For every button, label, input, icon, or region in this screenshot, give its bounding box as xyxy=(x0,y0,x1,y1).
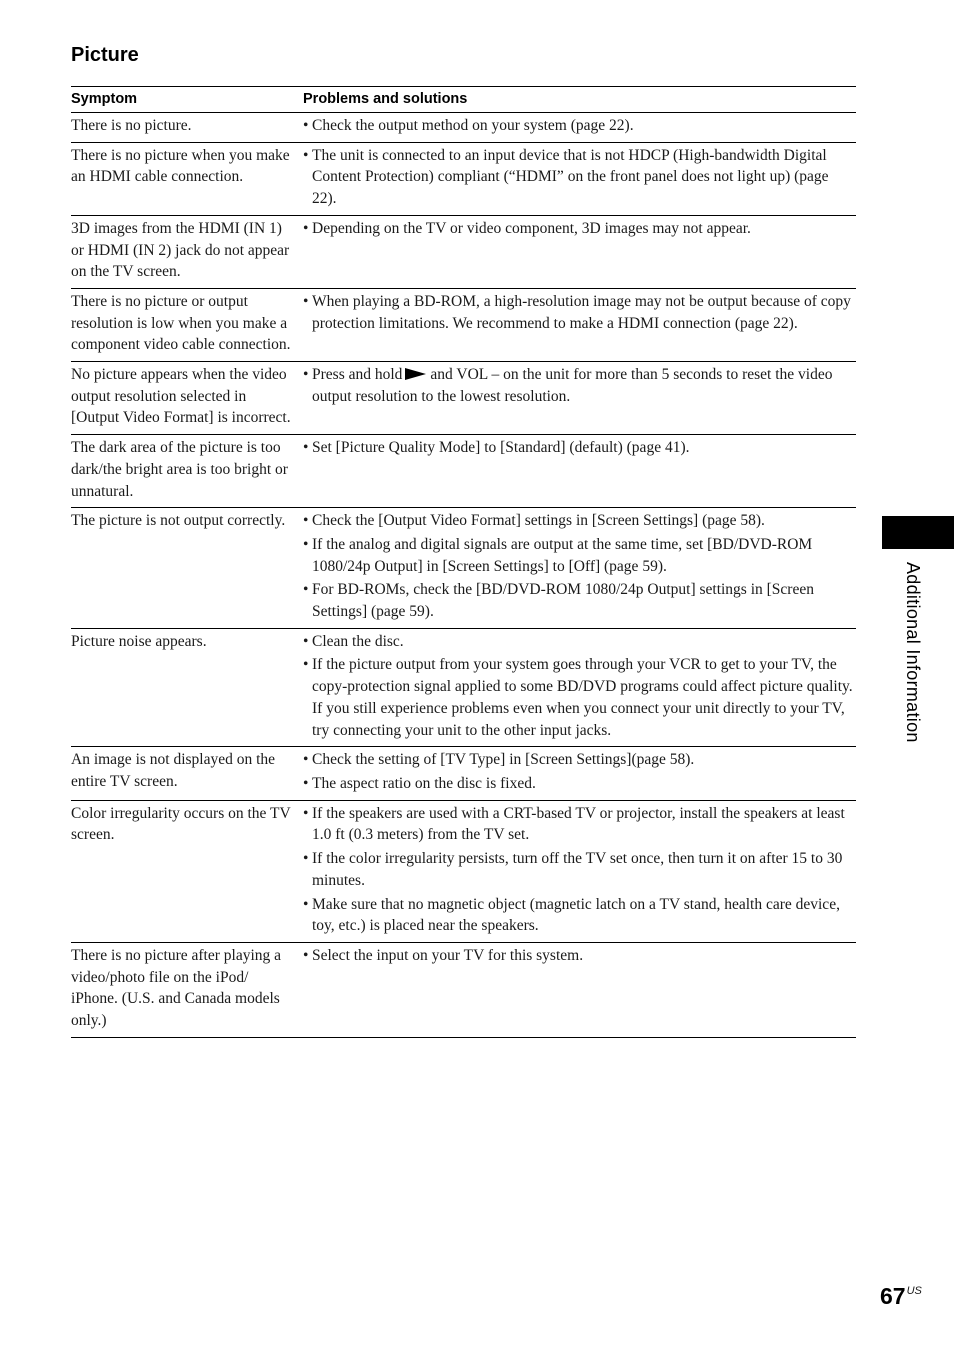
solution-item: • Set [Picture Quality Mode] to [Standard] (default) (page 41). xyxy=(303,437,856,459)
solutions-cell xyxy=(303,508,856,629)
solution-list xyxy=(303,510,856,623)
solution-list xyxy=(303,145,856,210)
solution-item: • Check the output method on your system (page 22). xyxy=(303,115,856,137)
solution-list xyxy=(303,115,856,137)
symptom-cell: There is no picture when you make an HDMI cable connection. xyxy=(71,142,303,215)
solution-list xyxy=(303,945,856,967)
solution-item: • If the speakers are used with a CRT-based TV or projector, install the speakers at least 1.0 ft (0.3 meters) from the TV set. xyxy=(303,803,856,846)
table-row xyxy=(71,800,856,942)
solution-item: • Select the input on your TV for this system. xyxy=(303,945,856,967)
table-row xyxy=(71,942,856,1037)
solution-item: • Clean the disc. xyxy=(303,631,856,653)
solution-item: • Check the setting of [TV Type] in [Screen Settings](page 58). xyxy=(303,749,856,771)
table-row xyxy=(71,747,856,800)
play-icon xyxy=(405,368,426,380)
symptom-cell: 3D images from the HDMI (IN 1) or HDMI (IN 2) jack do not appear on the TV screen. xyxy=(71,215,303,288)
solutions-cell xyxy=(303,362,856,435)
solution-item: • When playing a BD-ROM, a high-resolution image may not be output because of copy protection limitations. We recommend to make a HDMI connection (page 22). xyxy=(303,291,856,334)
side-tab-label: Additional Information xyxy=(903,562,923,743)
solution-list xyxy=(303,749,856,794)
section-title: Picture xyxy=(71,44,139,66)
solution-list xyxy=(303,437,856,459)
table-row xyxy=(71,113,856,143)
solution-list xyxy=(303,291,856,334)
troubleshooting-table xyxy=(71,86,856,1038)
solutions-cell xyxy=(303,113,856,143)
table-row xyxy=(71,508,856,629)
solution-item: • For BD-ROMs, check the [BD/DVD-ROM 1080/24p Output] settings in [Screen Settings] (page 59). xyxy=(303,579,856,622)
table-body xyxy=(71,113,856,1038)
side-tab-marker xyxy=(882,516,954,549)
symptom-cell: No picture appears when the video output resolution selected in [Output Video Format] is incorrect. xyxy=(71,362,303,435)
solution-list xyxy=(303,803,856,937)
solutions-cell xyxy=(303,747,856,800)
solution-item: • The aspect ratio on the disc is fixed. xyxy=(303,773,856,795)
solution-item: • If the picture output from your system goes through your VCR to get to your TV, the copy-protection signal applied to some BD/DVD programs could affect picture quality. If you still experience problems even when you connect your unit directly to your TV, try connecting your unit to the other input jacks. xyxy=(303,654,856,741)
solution-item: • If the analog and digital signals are output at the same time, set [BD/DVD-ROM 1080/24p Output] in [Screen Settings] to [Off] (page 59). xyxy=(303,534,856,577)
solution-item: • The unit is connected to an input device that is not HDCP (High-bandwidth Digital Content Protection) compliant (“HDMI” on the front panel does not light up) (page 22). xyxy=(303,145,856,210)
table-row xyxy=(71,288,856,361)
header-solutions: Problems and solutions xyxy=(303,87,856,113)
solution-item: • Check the [Output Video Format] settings in [Screen Settings] (page 58). xyxy=(303,510,856,532)
table-row xyxy=(71,628,856,747)
symptom-cell: Color irregularity occurs on the TV screen. xyxy=(71,800,303,942)
solution-item: • Make sure that no magnetic object (magnetic latch on a TV stand, health care device, toy, etc.) is placed near the speakers. xyxy=(303,894,856,937)
solution-item xyxy=(303,364,856,407)
table-row xyxy=(71,435,856,508)
symptom-cell: There is no picture after playing a video/photo file on the iPod/ iPhone. (U.S. and Canada models only.) xyxy=(71,942,303,1037)
solutions-cell xyxy=(303,628,856,747)
solution-list xyxy=(303,631,856,742)
solution-text-after: and VOL – on the unit for more than 5 seconds to reset the video output resolution to the lowest resolution. xyxy=(312,366,833,405)
table-header-row xyxy=(71,87,856,113)
page-number-value: 67 xyxy=(880,1283,906,1309)
table-row xyxy=(71,215,856,288)
solution-list xyxy=(303,218,856,240)
symptom-cell: The dark area of the picture is too dark/the bright area is too bright or unnatural. xyxy=(71,435,303,508)
solutions-cell xyxy=(303,142,856,215)
symptom-cell: An image is not displayed on the entire TV screen. xyxy=(71,747,303,800)
solutions-cell xyxy=(303,288,856,361)
page-number xyxy=(880,1283,922,1310)
solution-list xyxy=(303,364,856,407)
solutions-cell xyxy=(303,942,856,1037)
symptom-cell: The picture is not output correctly. xyxy=(71,508,303,629)
symptom-cell: Picture noise appears. xyxy=(71,628,303,747)
symptom-cell: There is no picture. xyxy=(71,113,303,143)
solutions-cell xyxy=(303,800,856,942)
symptom-cell: There is no picture or output resolution is low when you make a component video cable connection. xyxy=(71,288,303,361)
solution-item: • Depending on the TV or video component, 3D images may not appear. xyxy=(303,218,856,240)
solution-item: • If the color irregularity persists, turn off the TV set once, then turn it on after 15 to 30 minutes. xyxy=(303,848,856,891)
header-symptom: Symptom xyxy=(71,87,303,113)
table-row xyxy=(71,142,856,215)
solution-text-before: Press and hold xyxy=(312,366,403,384)
solutions-cell xyxy=(303,215,856,288)
solutions-cell xyxy=(303,435,856,508)
table-row xyxy=(71,362,856,435)
page-region: US xyxy=(906,1285,922,1297)
